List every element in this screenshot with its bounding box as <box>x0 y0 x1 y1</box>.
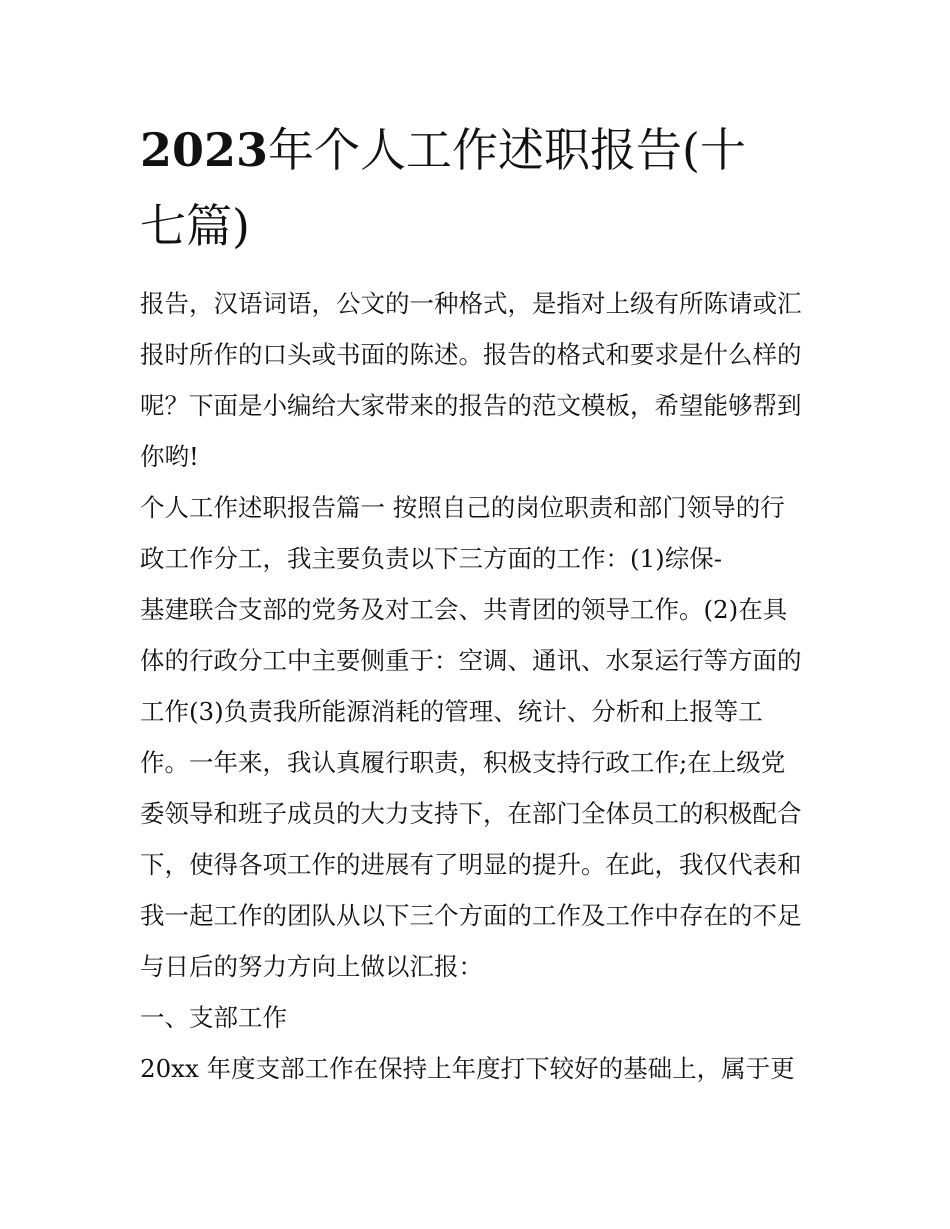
body-line: 工作(3)负责我所能源消耗的管理、统计、分析和上报等工 <box>140 697 763 726</box>
body-line: 我一起工作的团队从以下三个方面的工作及工作中存在的不足 <box>140 901 802 930</box>
body-line: 20xx 年度支部工作在保持上年度打下较好的基础上，属于更 <box>140 1054 795 1083</box>
title-line1-text: 年个人工作述职报告(十 <box>268 123 746 177</box>
body-line: 个人工作述职报告篇一 按照自己的岗位职责和部门领导的行 <box>140 493 785 522</box>
body-line: 你哟! <box>140 442 199 471</box>
body-line: 委领导和班子成员的大力支持下，在部门全体员工的积极配合 <box>140 799 802 828</box>
section-heading: 一、支部工作 <box>140 1003 287 1032</box>
title-line2-text: 七篇) <box>140 199 250 253</box>
body-line: 报告，汉语词语，公文的一种格式，是指对上级有所陈请或汇 <box>140 289 802 318</box>
body-line: 报时所作的口头或书面的陈述。报告的格式和要求是什么样的 <box>140 340 802 369</box>
title-year: 2023 <box>140 123 269 177</box>
body-line: 与日后的努力方向上做以汇报： <box>140 952 483 981</box>
body-line: 下，使得各项工作的进展有了明显的提升。在此，我仅代表和 <box>140 850 802 879</box>
body-line: 基建联合支部的党务及对工会、共青团的领导工作。(2)在具 <box>140 595 788 624</box>
body-line: 体的行政分工中主要侧重于：空调、通讯、水泵运行等方面的 <box>140 646 802 675</box>
document-title <box>140 112 820 264</box>
body-line: 政工作分工，我主要负责以下三方面的工作：(1)综保- <box>140 544 722 573</box>
document-body <box>140 278 820 1094</box>
body-line: 呢？下面是小编给大家带来的报告的范文模板，希望能够帮到 <box>140 391 802 420</box>
body-line: 作。一年来，我认真履行职责，积极支持行政工作;在上级党 <box>140 748 786 777</box>
